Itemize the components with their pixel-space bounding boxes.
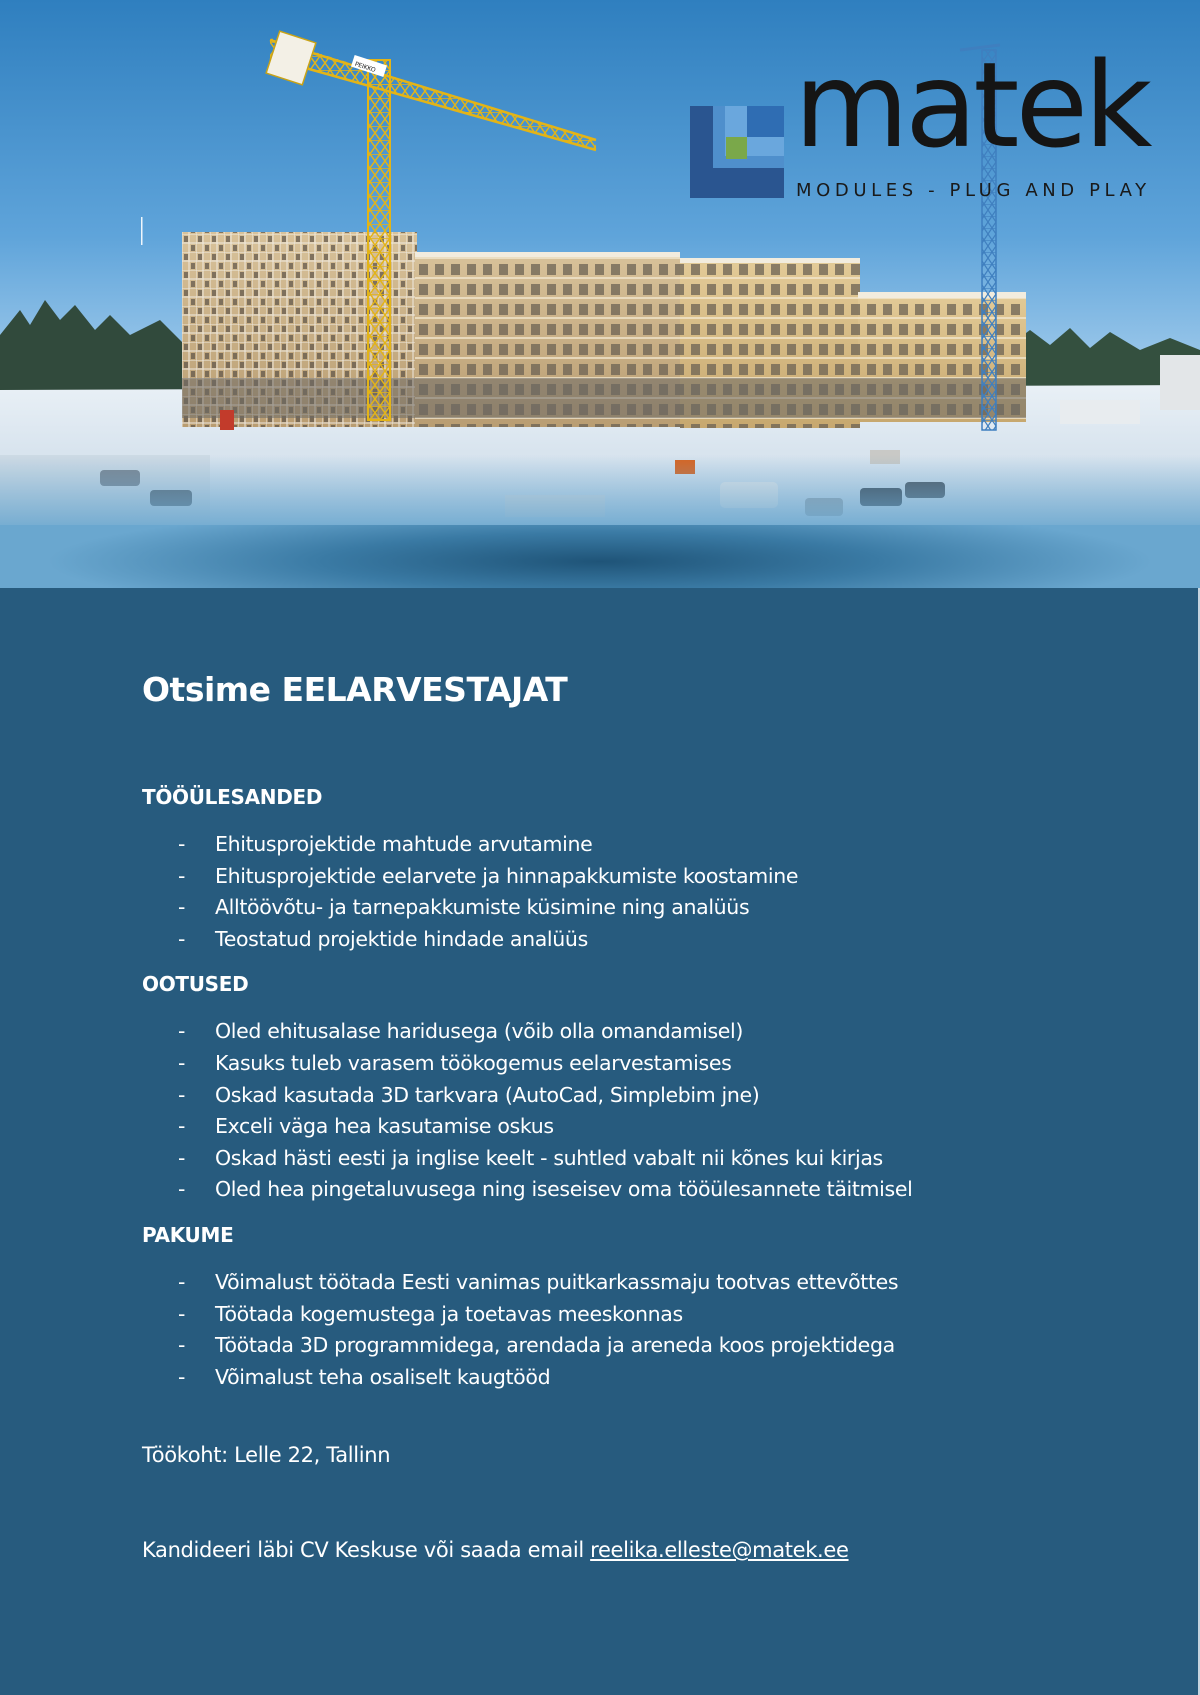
bullet-dash: - [178,1301,186,1326]
bullet-dash: - [178,1145,186,1170]
bullet-dash: - [178,1269,186,1294]
list-item: - Alltöövõtu- ja tarnepakkumiste küsimine ning analüüs [142,892,1142,924]
section-heading-offer: PAKUME [142,1222,234,1247]
list-item: - Oskad hästi eesti ja inglise keelt - suhtled vabalt nii kõnes kui kirjas [142,1143,1142,1175]
matek-logo [688,36,1158,208]
bullet-dash: - [178,926,186,951]
list-item: - Võimalust teha osaliselt kaugtööd [142,1362,1142,1394]
bullet-dash: - [178,863,186,888]
apply-line [142,1534,1142,1566]
duties-list [142,829,1142,955]
matek-logo-mark-icon [690,106,784,198]
logo-wordmark: matek [794,36,1149,174]
bullet-dash: - [178,1082,186,1107]
list-item: - Teostatud projektide hindade analüüs [142,924,1142,956]
work-location: Töökoht: Lelle 22, Tallinn [142,1443,391,1468]
job-content [142,660,1142,1566]
bullet-dash: - [178,895,186,920]
bullet-dash: - [178,1364,186,1389]
crane-label: PEIKKO [353,60,377,75]
bullet-dash: - [178,1050,186,1075]
section-heading-duties: TÖÖÜLESANDED [142,785,323,809]
list-item: - Kasuks tuleb varasem töökogemus eelarvestamises [142,1048,1142,1080]
list-item: - Oskad kasutada 3D tarkvara (AutoCad, Simplebim jne) [142,1080,1142,1112]
list-item: - Töötada 3D programmidega, arendada ja areneda koos projektidega [142,1330,1142,1362]
list-item: - Ehitusprojektide mahtude arvutamine [142,829,1142,861]
job-title: Otsime EELARVESTAJAT [142,670,568,709]
email-link[interactable]: reelika.elleste@matek.ee [590,1538,849,1563]
logo-tagline: MODULES - PLUG AND PLAY [796,180,1151,201]
list-item: - Oled ehitusalase haridusega (võib olla omandamisel) [142,1016,1142,1048]
apply-text: Kandideeri läbi CV Keskuse või saada email [142,1538,591,1563]
bullet-dash: - [178,1019,186,1044]
section-heading-expectations: OOTUSED [142,972,249,997]
list-item: - Ehitusprojektide eelarvete ja hinnapakkumiste koostamine [142,861,1142,893]
expectations-list [142,1016,1142,1206]
header-band [0,525,1200,588]
list-item: - Võimalust töötada Eesti vanimas puitkarkassmaju tootvas ettevõttes [142,1267,1142,1299]
bullet-dash: - [178,1177,186,1202]
list-item: - Töötada kogemustega ja toetavas meeskonnas [142,1299,1142,1331]
bullet-dash: - [178,832,186,856]
bullet-dash: - [178,1333,186,1358]
list-item: - Exceli väga hea kasutamise oskus [142,1111,1142,1143]
list-item: - Oled hea pingetaluvusega ning iseseisev oma tööülesannete täitmisel [142,1174,1142,1206]
bullet-dash: - [178,1114,186,1139]
offer-list [142,1267,1142,1393]
hero-construction-photo [0,0,1200,525]
